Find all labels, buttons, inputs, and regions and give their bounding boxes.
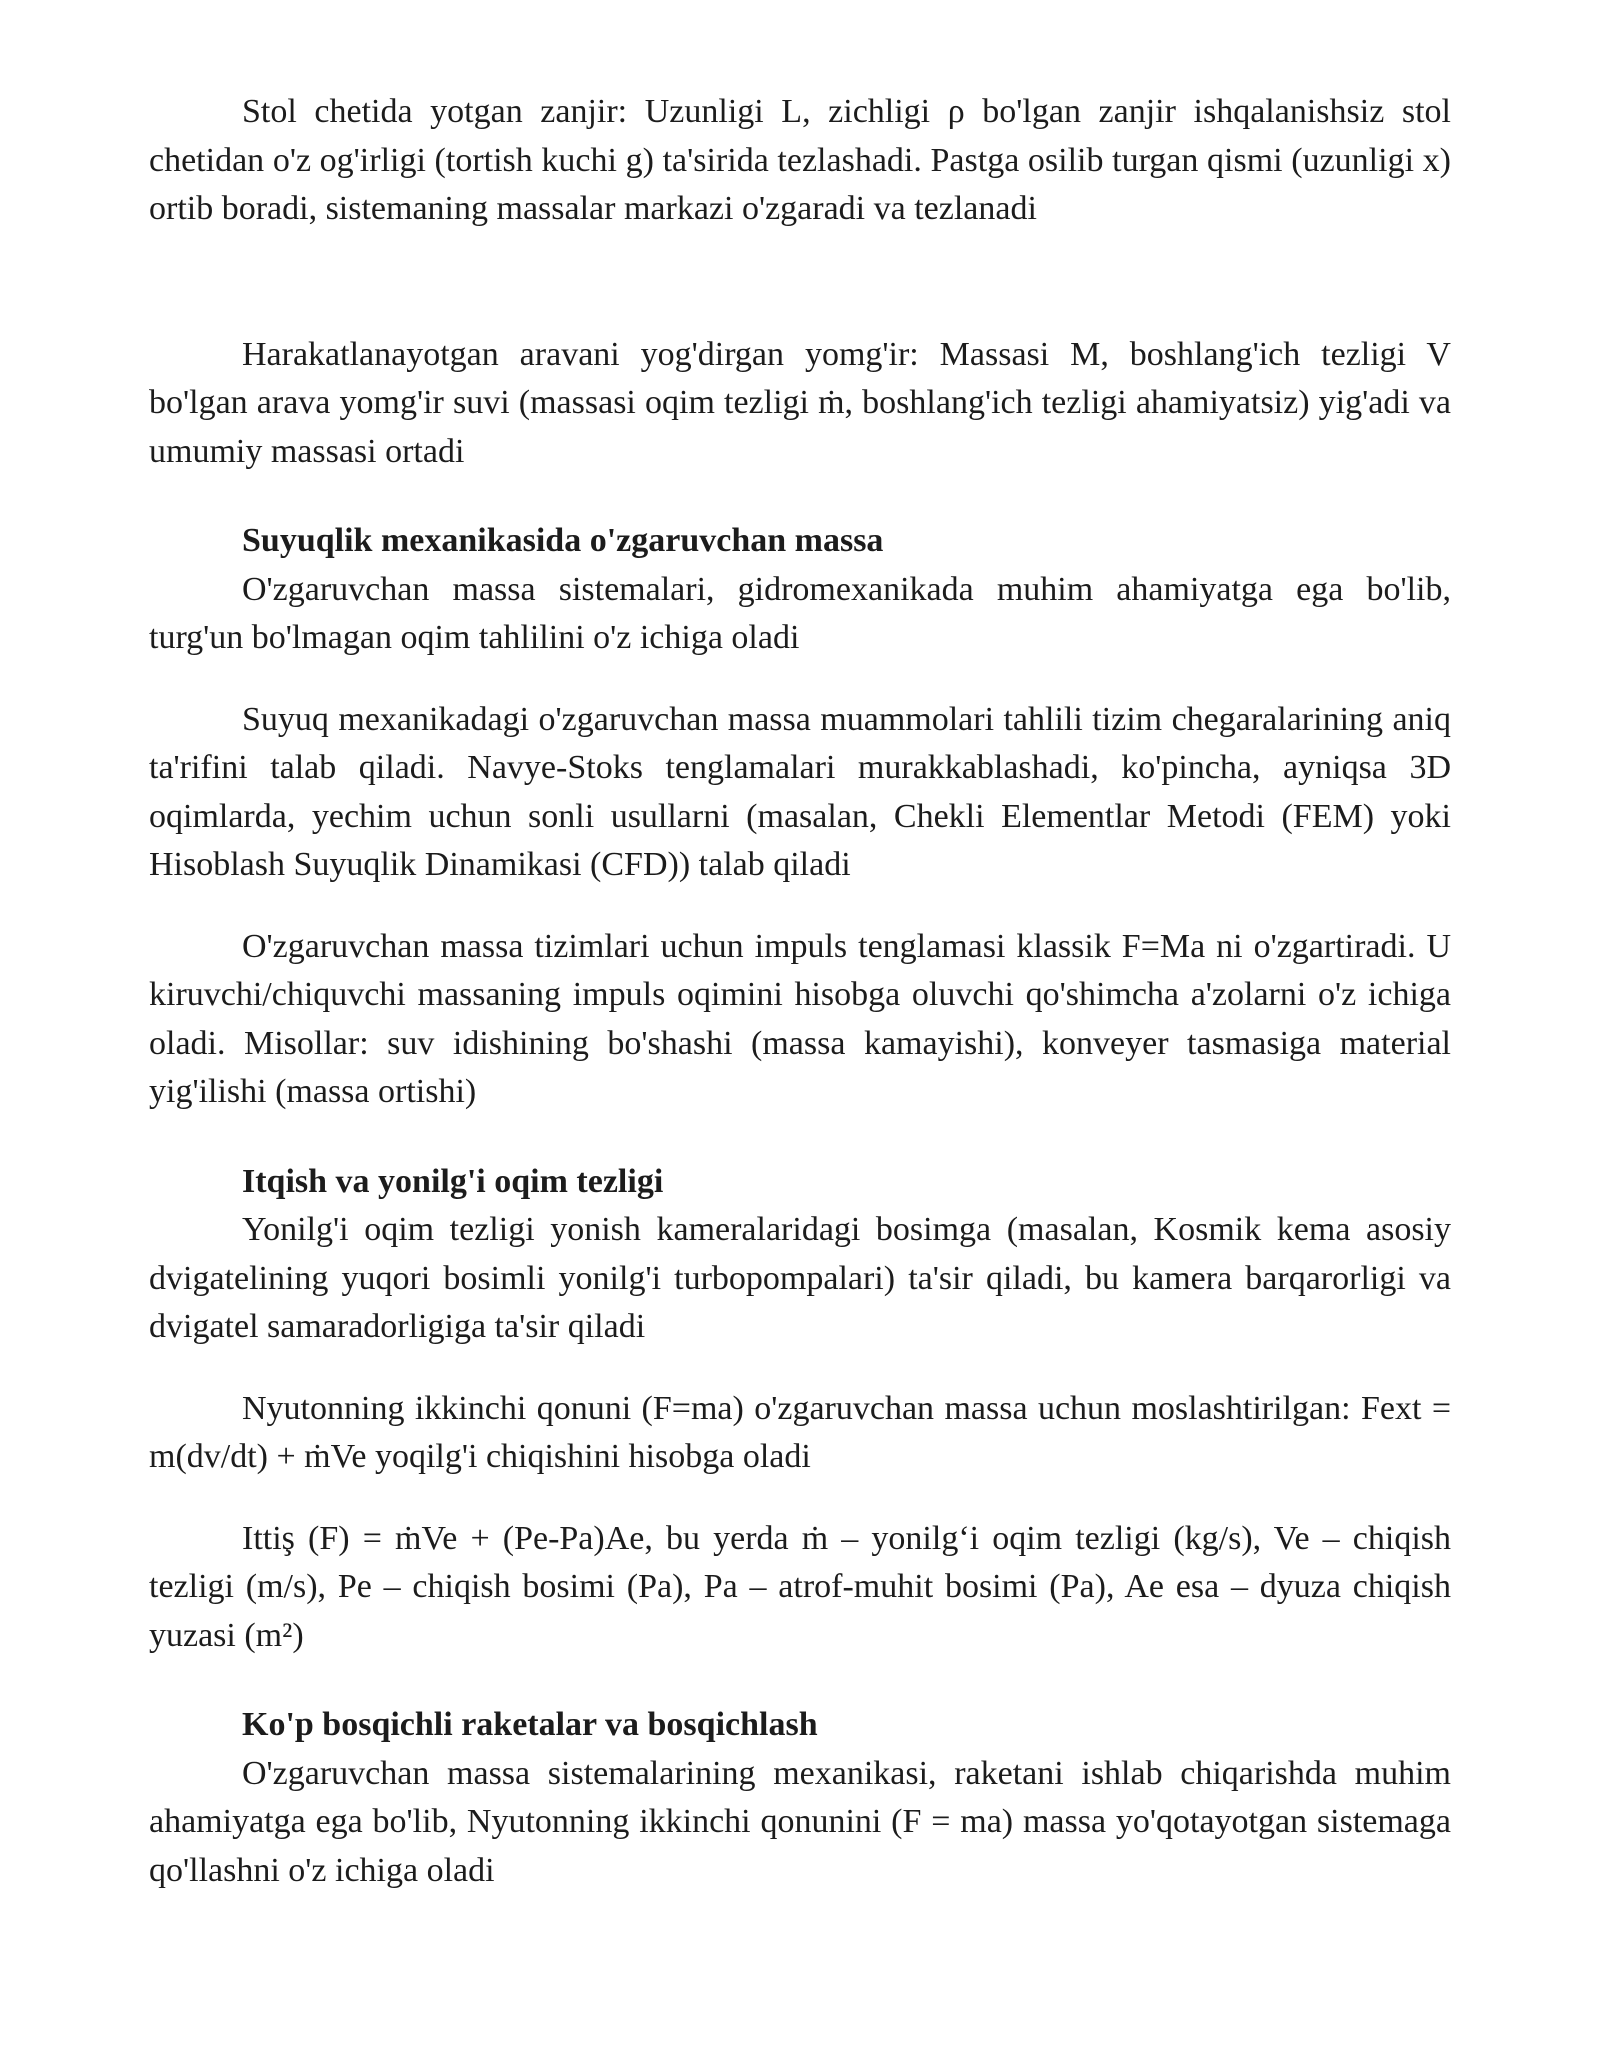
paragraph-rain-cart: Harakatlanayotgan aravani yog'dirgan yomg'ir: Massasi M, boshlang'ich tezligi V bo'lgan arava yomg'ir suvi (massasi oqim tezligi ṁ, boshlang'ich tezligi ahamiyatsiz) yig'adi va umumiy massasi ortadi — [149, 335, 1451, 470]
heading-thrust-fuel-flow: Itqish va yonilg'i oqim tezligi — [242, 1162, 664, 1200]
paragraph-fluid-intro: O'zgaruvchan massa sistemalari, gidromexanikada muhim ahamiyatga ega bo'lib, turg'un bo'lmagan oqim tahlilini o'z ichiga oladi — [149, 570, 1451, 656]
heading-multistage-rockets: Ko'p bosqichli raketalar va bosqichlash — [242, 1706, 818, 1743]
paragraph-fuel-flow: Yonilg'i oqim tezligi yonish kameralaridagi bosimga (masalan, Kosmik kema asosiy dvigatelining yuqori bosimli yonilg'i turbopompalari) ta'sir qiladi, bu kamera barqarorligi va dvigatel samaradorligiga ta'sir qiladi — [149, 1211, 1451, 1345]
paragraph-momentum-equation: O'zgaruvchan massa tizimlari uchun impuls tenglamasi klassik F=Ma ni o'zgartiradi. U kiruvchi/chiquvchi massaning impuls oqimini hisobga oluvchi qo'shimcha a'zolarni o'z ichiga oladi. Misollar: suv idishining bo'shashi (massa kamayishi), konveyer tasmasiga material yig'ilishi (massa ortishi) — [149, 927, 1451, 1110]
paragraph-thrust-formula: Ittiş (F) = ṁVe + (Pe-Pa)Ae, bu yerda ṁ – yonilg‘i oqim tezligi (kg/s), Ve – chiqish tezligi (m/s), Pe – chiqish bosimi (Pa), Pa – atrof-muhit bosimi (Pa), Ae esa – dyuza chiqish yuzasi (m²) — [149, 1519, 1451, 1654]
paragraph-multistage: O'zgaruvchan massa sistemalarining mexanikasi, raketani ishlab chiqarishda muhim ahamiyatga ega bo'lib, Nyutonning ikkinchi qonunini (F = ma) massa yo'qotayotgan sistemaga qo'llashni o'z ichiga oladi — [149, 1754, 1451, 1889]
document-page — [149, 88, 1451, 1895]
heading-fluid-mechanics: Suyuqlik mexanikasida o'zgaruvchan massa — [242, 522, 884, 559]
paragraph-chain-on-table: Stol chetida yotgan zanjir: Uzunligi L, zichligi ρ bo'lgan zanjir ishqalanishsiz stol chetidan o'z og'irligi (tortish kuchi g) ta'sirida tezlashadi. Pastga osilib turgan qismi (uzunligi x) ortib boradi, sistemaning massalar markazi o'zgaradi va tezlanadi — [149, 93, 1451, 227]
paragraph-newton-second-law: Nyutonning ikkinchi qonuni (F=ma) o'zgaruvchan massa uchun moslashtirilgan: Fext = m(dv/dt) + ṁVe yoqilg'i chiqishini hisobga oladi — [149, 1389, 1451, 1475]
paragraph-fluid-analysis: Suyuq mexanikadagi o'zgaruvchan massa muammolari tahlili tizim chegaralarining aniq ta'rifini talab qiladi. Navye-Stoks tenglamalari murakkablashadi, ko'pincha, ayniqsa 3D oqimlarda, yechim uchun sonli usullarni (masalan, Chekli Elementlar Metodi (FEM) yoki Hisoblash Suyuqlik Dinamikasi (CFD)) talab qiladi — [149, 700, 1451, 883]
